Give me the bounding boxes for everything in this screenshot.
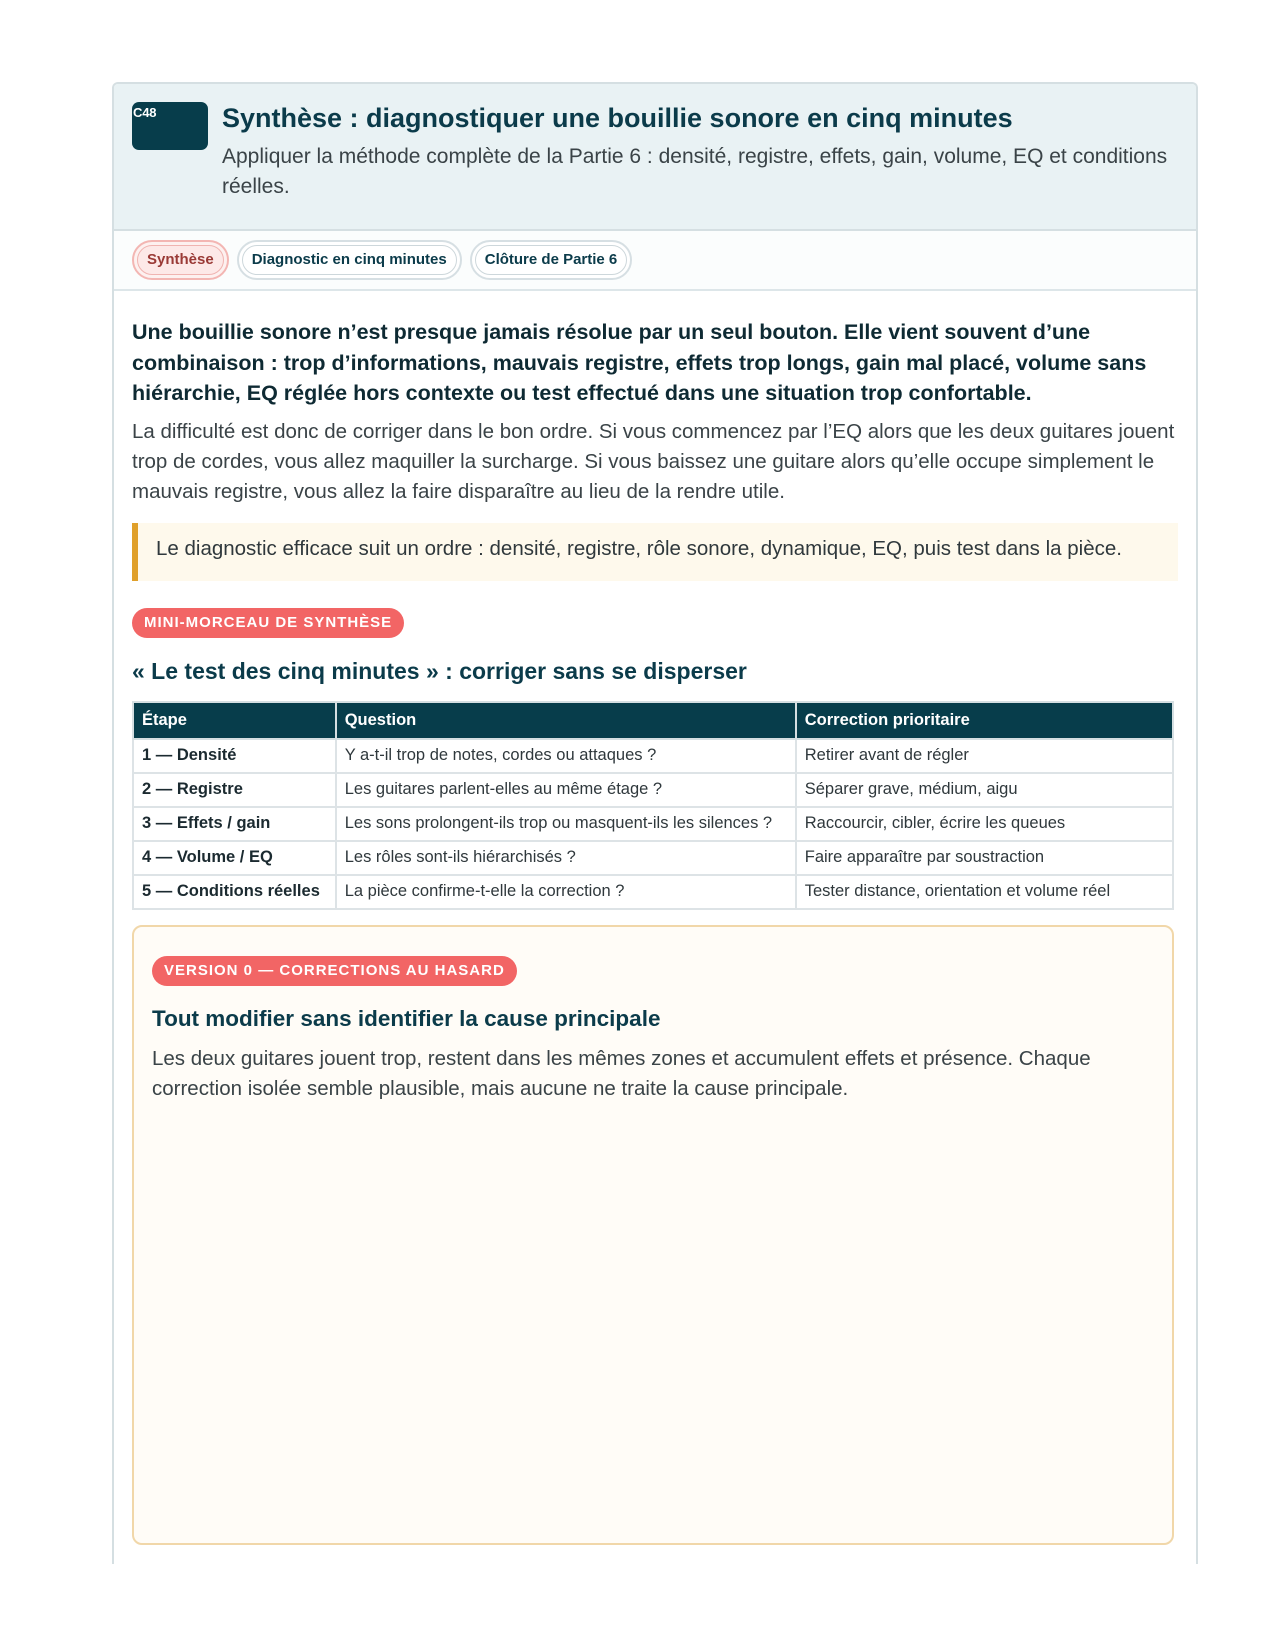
table-header-row: [133, 702, 1173, 739]
tag-synthese[interactable]: [132, 240, 229, 280]
column-header: Étape: [133, 702, 336, 739]
question-cell: Les guitares parlent-elles au même étage ?: [336, 773, 796, 807]
lead-paragraph: Une bouillie sonore n’est presque jamais résolue par un seul bouton. Elle vient souvent d’une combinaison : trop d’informations, mauvais registre, effets trop longs, gain mal placé, volume sans hiérarchie, EQ réglée hors contexte ou test effectué dans une situation trop confortable.: [132, 320, 1147, 405]
lesson-subtitle: Appliquer la méthode complète de la Partie 6 : densité, registre, effets, gain, volume, EQ et conditions réelles.: [222, 145, 1168, 198]
intro-paragraph: La difficulté est donc de corriger dans le bon ordre. Si vous commencez par l’EQ alors que les deux guitares jouent trop de cordes, vous allez maquiller la surcharge. Si vous baissez une guitare alors qu’elle occupe simplement le mauvais registre, vous allez la faire disparaître au lieu de la rendre utile.: [132, 419, 1175, 503]
step-cell: 3 — Effets / gain: [133, 807, 336, 841]
correction-cell: Tester distance, orientation et volume réel: [796, 875, 1173, 909]
question-cell: Les rôles sont-ils hiérarchisés ?: [336, 841, 796, 875]
mini-morceau-pill: MINI-MORCEAU DE SYNTHÈSE: [132, 608, 404, 638]
diagnostic-table: [132, 701, 1174, 910]
card-header: [114, 84, 1196, 231]
question-cell: Y a-t-il trop de notes, cordes ou attaques ?: [336, 739, 796, 773]
tag-label: Clôture de Partie 6: [475, 245, 628, 275]
table-row: [133, 807, 1173, 841]
correction-cell: Raccourcir, cibler, écrire les queues: [796, 807, 1173, 841]
tag-bar: [114, 231, 1196, 291]
correction-cell: Retirer avant de régler: [796, 739, 1173, 773]
correction-cell: Séparer grave, médium, aigu: [796, 773, 1173, 807]
card-content: [114, 317, 1196, 1545]
step-cell: 1 — Densité: [133, 739, 336, 773]
version-0-pill: VERSION 0 — CORRECTIONS AU HASARD: [152, 956, 517, 986]
correction-cell: Faire apparaître par soustraction: [796, 841, 1173, 875]
table-row: [133, 773, 1173, 807]
table-row: [133, 875, 1173, 909]
question-cell: La pièce confirme-t-elle la correction ?: [336, 875, 796, 909]
version-0-heading: Tout modifier sans identifier la cause principale: [152, 1005, 661, 1031]
mini-morceau-heading: « Le test des cinq minutes » : corriger sans se disperser: [132, 657, 747, 684]
version-0-paragraph: Les deux guitares jouent trop, restent dans les mêmes zones et accumulent effets et présence. Chaque correction isolée semble plausible, mais aucune ne traite la cause principale.: [152, 1046, 1091, 1100]
lesson-code-badge: C48: [132, 102, 208, 150]
column-header: Question: [336, 702, 796, 739]
column-header: Correction prioritaire: [796, 702, 1173, 739]
question-cell: Les sons prolongent-ils trop ou masquent-ils les silences ?: [336, 807, 796, 841]
lesson-card: [112, 82, 1198, 1564]
tag-cloture[interactable]: [470, 240, 633, 280]
version-0-box: [132, 925, 1174, 1545]
lesson-title: Synthèse : diagnostiquer une bouillie sonore en cinq minutes: [222, 103, 1013, 133]
key-callout: Le diagnostic efficace suit un ordre : densité, registre, rôle sonore, dynamique, EQ, puis test dans la pièce.: [132, 523, 1178, 581]
table-row: [133, 739, 1173, 773]
step-cell: 4 — Volume / EQ: [133, 841, 336, 875]
tag-label: Diagnostic en cinq minutes: [242, 245, 457, 275]
tag-diagnostic[interactable]: [237, 240, 462, 280]
tag-label: Synthèse: [137, 245, 224, 275]
table-row: [133, 841, 1173, 875]
step-cell: 5 — Conditions réelles: [133, 875, 336, 909]
step-cell: 2 — Registre: [133, 773, 336, 807]
